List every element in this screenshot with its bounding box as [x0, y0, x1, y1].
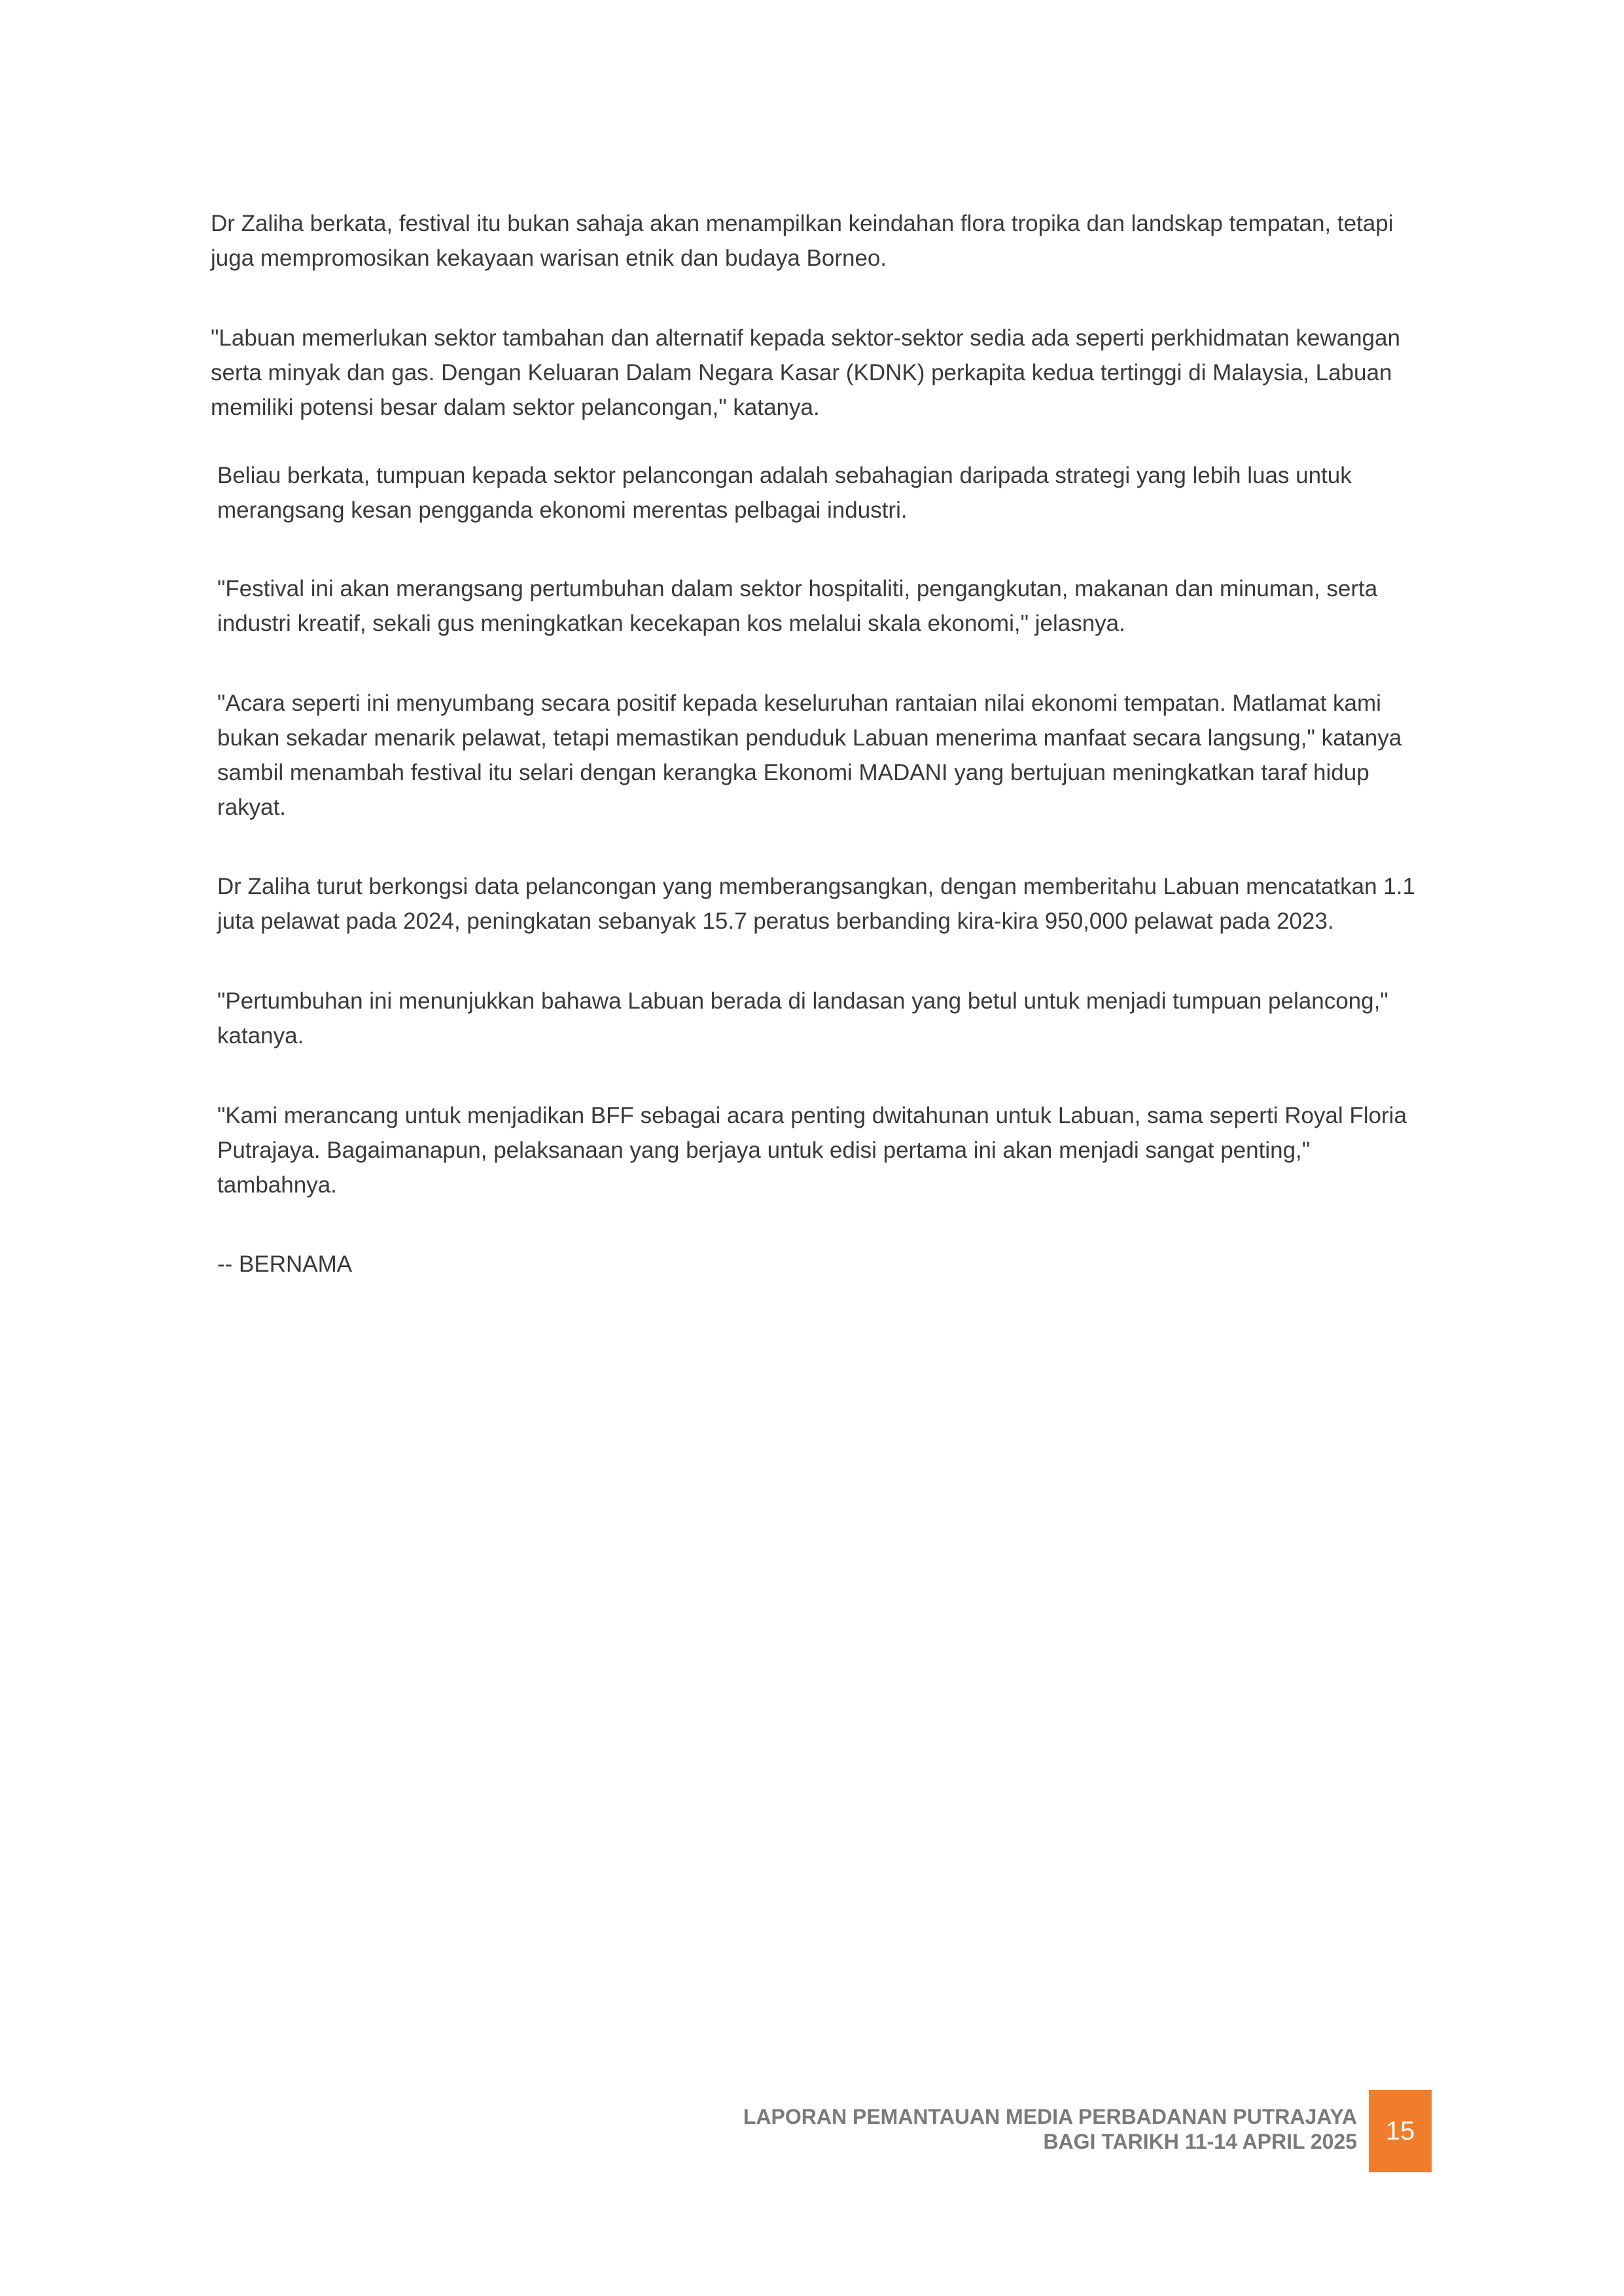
paragraph-6: Dr Zaliha turut berkongsi data pelancongan yang memberangsangkan, dengan memberitahu Labuan mencatatkan 1.1 juta pelawat pada 2024, peningkatan sebanyak 15.7 peratus berbanding kira-kira 950,000 pelawat pada 2023. [217, 874, 1415, 934]
source-credit: -- BERNAMA [217, 1251, 353, 1277]
paragraph-7: "Pertumbuhan ini menunjukkan bahawa Labuan berada di landasan yang betul untuk menjadi tumpuan pelancong," katanya. [217, 988, 1388, 1049]
paragraph-3: Beliau berkata, tumpuan kepada sektor pelancongan adalah sebahagian daripada strategi yang lebih luas untuk merangsang kesan pengganda ekonomi merentas pelbagai industri. [217, 463, 1352, 523]
footer-report-title: LAPORAN PEMANTAUAN MEDIA PERBADANAN PUTRAJAYA [743, 2105, 1357, 2128]
paragraph-4: "Festival ini akan merangsang pertumbuhan dalam sektor hospitaliti, pengangkutan, makanan dan minuman, serta industri kreatif, sekali gus meningkatkan kecekapan kos melalui skala ekonomi," jelasnya. [217, 576, 1378, 636]
page-number-badge: 15 [1369, 2090, 1432, 2172]
page-footer [654, 2104, 1357, 2154]
footer-date-range: BAGI TARIKH 11-14 APRIL 2025 [1043, 2130, 1357, 2153]
paragraph-8: "Kami merancang untuk menjadikan BFF sebagai acara penting dwitahunan untuk Labuan, sama seperti Royal Floria Putrajaya. Bagaimanapun, pelaksanaan yang berjaya untuk edisi pertama ini akan menjadi sangat penting," tambahnya. [217, 1103, 1407, 1198]
paragraph-2: "Labuan memerlukan sektor tambahan dan alternatif kepada sektor-sektor sedia ada seperti perkhidmatan kewangan serta minyak dan gas. Dengan Keluaran Dalam Negara Kasar (KDNK) perkapita kedua tertinggi di Malaysia, Labuan memiliki potensi besar dalam sektor pelancongan," katanya. [211, 325, 1400, 420]
paragraph-1: Dr Zaliha berkata, festival itu bukan sahaja akan menampilkan keindahan flora tropika dan landskap tempatan, tetapi juga mempromosikan kekayaan warisan etnik dan budaya Borneo. [211, 211, 1394, 271]
paragraph-5: "Acara seperti ini menyumbang secara positif kepada keseluruhan rantaian nilai ekonomi tempatan. Matlamat kami bukan sekadar menarik pelawat, tetapi memastikan penduduk Labuan menerima manfaat secara langsung," katanya sambil menambah festival itu selari dengan kerangka Ekonomi MADANI yang bertujuan meningkatkan taraf hidup rakyat. [217, 691, 1402, 820]
